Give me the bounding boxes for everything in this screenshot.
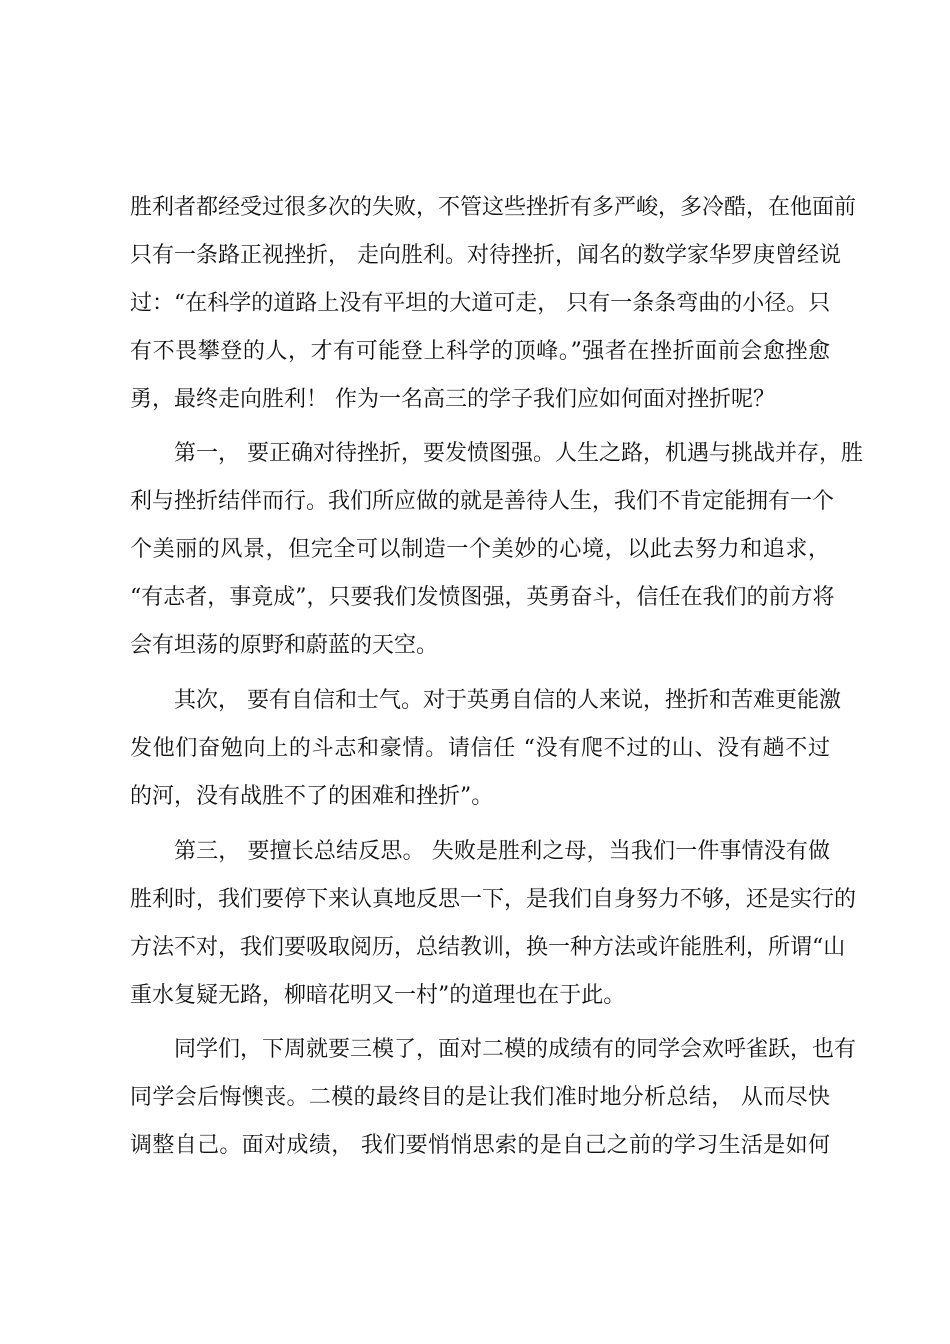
text-line: 勇，最终走向胜利！ 作为一名高三的学子我们应如何面对挫折呢？ — [130, 387, 775, 412]
text-line: 胜利者都经受过很多次的失败，不管这些挫折有多严峻，多冷酷，在他面前 — [130, 195, 857, 220]
paragraph-first-line: 同学们，下周就要三模了，面对二模的成绩有的同学会欢呼雀跃，也有 — [174, 1037, 857, 1062]
text-line: 发他们奋勉向上的斗志和豪情。请信任 “没有爬不过的山、没有趟不过 — [130, 736, 830, 761]
text-line: 会有坦荡的原野和蔚蓝的天空。 — [130, 633, 439, 658]
paragraph-first-line: 其次， 要有自信和士气。对于英勇自信的人来说，挫折和苦难更能激 — [174, 688, 841, 713]
text-line: 个美丽的风景，但完全可以制造一个美妙的心境，以此去努力和追求， — [130, 537, 830, 562]
text-line: 的河，没有战胜不了的困难和挫折”。 — [130, 784, 494, 809]
text-line: 方法不对，我们要吸取阅历，总结教训，换一种方法或许能胜利，所谓“山 — [130, 935, 846, 960]
text-line: 利与挫折结伴而行。我们所应做的就是善待人生，我们不肯定能拥有一个 — [130, 489, 835, 514]
text-line: 同学会后悔懊丧。二模的最终目的是让我们准时地分析总结， 从而尽快 — [130, 1085, 830, 1110]
text-line: 胜利时，我们要停下来认真地反思一下，是我们自身努力不够，还是实行的 — [130, 887, 857, 912]
text-line: 只有一条路正视挫折， 走向胜利。对待挫折，闻名的数学家华罗庚曾经说 — [130, 243, 841, 268]
text-line: “有志者，事竟成”，只要我们发愤图强，英勇奋斗，信任在我们的前方将 — [130, 585, 835, 610]
text-line: 有不畏攀登的人，才有可能登上科学的顶峰。”强者在挫折面前会愈挫愈 — [130, 339, 830, 364]
paragraph-first-line: 第一， 要正确对待挫折，要发愤图强。人生之路，机遇与挑战并存，胜 — [174, 441, 863, 466]
text-line: 重水复疑无路，柳暗花明又一村”的道理也在于此。 — [130, 983, 626, 1008]
paragraph-first-line: 第三， 要擅长总结反思。 失败是胜利之母，当我们一件事情没有做 — [174, 839, 830, 864]
text-line: 过：“在科学的道路上没有平坦的大道可走， 只有一条条弯曲的小径。只 — [130, 291, 831, 316]
text-line: 调整自己。面对成绩， 我们要悄悄思索的是自己之前的学习生活是如何 — [130, 1133, 830, 1158]
